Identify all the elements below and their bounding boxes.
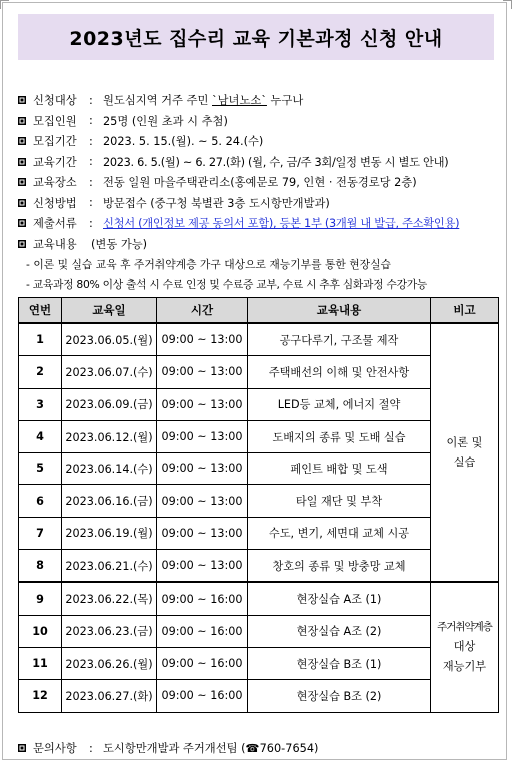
cell-content: 도배지의 종류 및 도배 실습: [248, 420, 431, 452]
table-row: [19, 485, 499, 517]
cell-time: 09:00 ~ 16:00: [157, 615, 248, 647]
info-value: 전동 일원 마을주택관리소(홍예문로 79, 인현 · 전동경로당 2층): [103, 176, 417, 190]
cell-no: 8: [19, 550, 62, 583]
cell-date: 2023.06.21.(수): [62, 550, 157, 583]
square-bullet-icon: [18, 96, 26, 104]
cell-content: 현장실습 A조 (2): [248, 615, 431, 647]
corner-mark-top-left: [0, 0, 9, 9]
cell-time: 09:00 ~ 16:00: [157, 647, 248, 679]
cell-content: LED등 교체, 에너지 절약: [248, 388, 431, 420]
colon-separator: :: [89, 175, 93, 189]
info-row-documents: [18, 213, 503, 234]
info-label: 신청대상: [33, 94, 77, 108]
cell-time: 09:00 ~ 13:00: [157, 388, 248, 420]
colon-separator: :: [89, 134, 93, 148]
cell-note-volunteer: [431, 582, 499, 712]
cell-content: 수도, 변기, 세면대 교체 시공: [248, 517, 431, 549]
cell-time: 09:00 ~ 16:00: [157, 582, 248, 615]
cell-no: 6: [19, 485, 62, 517]
table-row: [19, 582, 499, 615]
cell-time: 09:00 ~ 13:00: [157, 323, 248, 356]
colon-separator: :: [89, 196, 93, 210]
info-value: 2023. 6. 5.(월) ~ 6. 27.(화) (월, 수, 금/주 3회/일정 변동 시 별도 안내): [103, 155, 449, 169]
info-list: [18, 90, 503, 295]
cell-date: 2023.06.26.(월): [62, 647, 157, 679]
note-line: 대상: [453, 640, 476, 654]
info-label: 교육내용: [33, 237, 77, 251]
info-value: (변동 가능): [91, 237, 148, 251]
cell-content: 현장실습 B조 (1): [248, 647, 431, 679]
table-row: [19, 420, 499, 452]
cell-date: 2023.06.14.(수): [62, 453, 157, 485]
cell-no: 1: [19, 323, 62, 356]
info-row-content: [18, 234, 503, 255]
note-line: 실습: [453, 455, 476, 469]
colon-separator: :: [89, 216, 93, 230]
cell-content: 현장실습 B조 (2): [248, 680, 431, 712]
note-line: - 이론 및 실습 교육 후 주거취약계층 가구 대상으로 재능기부를 통한 현장실습: [26, 257, 391, 271]
info-value: 누구나: [266, 94, 304, 108]
table-row: [19, 453, 499, 485]
cell-time: 09:00 ~ 13:00: [157, 517, 248, 549]
cell-content: 타일 재단 및 부착: [248, 485, 431, 517]
title-banner: [18, 14, 494, 60]
cell-date: 2023.06.23.(금): [62, 615, 157, 647]
colon-separator: :: [89, 155, 93, 169]
cell-no: 10: [19, 615, 62, 647]
info-row-recruit-period: [18, 131, 503, 152]
table-row: [19, 680, 499, 712]
info-label: 신청방법: [33, 196, 77, 210]
colon-separator: :: [89, 114, 93, 128]
cell-time: 09:00 ~ 13:00: [157, 485, 248, 517]
colon-separator: :: [89, 93, 93, 107]
cell-date: 2023.06.27.(화): [62, 680, 157, 712]
cell-time: 09:00 ~ 13:00: [157, 356, 248, 388]
table-row: [19, 517, 499, 549]
table-row: [19, 323, 499, 356]
cell-content: 창호의 종류 및 방충망 교체: [248, 550, 431, 583]
cell-time: 09:00 ~ 13:00: [157, 420, 248, 452]
cell-no: 12: [19, 680, 62, 712]
cell-date: 2023.06.12.(월): [62, 420, 157, 452]
header-note: 비고: [431, 298, 499, 324]
info-row-apply-method: [18, 193, 503, 214]
note-line: 주거취약계층: [437, 621, 492, 634]
square-bullet-icon: [18, 219, 26, 227]
info-label: 제출서류: [33, 217, 77, 231]
table-row: [19, 550, 499, 583]
cell-no: 3: [19, 388, 62, 420]
square-bullet-icon: [18, 744, 26, 752]
cell-time: 09:00 ~ 13:00: [157, 453, 248, 485]
cell-time: 09:00 ~ 13:00: [157, 550, 248, 583]
cell-date: 2023.06.07.(수): [62, 356, 157, 388]
cell-date: 2023.06.09.(금): [62, 388, 157, 420]
cell-content: 공구다루기, 구조물 제작: [248, 323, 431, 356]
cell-no: 9: [19, 582, 62, 615]
note-line: - 교육과정 80% 이상 출석 시 수료 인정 및 수료증 교부, 수료 시 추후 심화과정 수강가능: [26, 278, 427, 292]
info-value: 방문접수 (중구청 북별관 3층 도시항만개발과): [103, 196, 330, 210]
contact-row: [18, 740, 318, 756]
header-no: 연번: [19, 298, 62, 324]
header-time: 시간: [157, 298, 248, 324]
square-bullet-icon: [18, 240, 26, 248]
cell-content: 현장실습 A조 (1): [248, 582, 431, 615]
cell-no: 5: [19, 453, 62, 485]
note-line: 재능기부: [442, 660, 487, 674]
info-value: 2023. 5. 15.(월). ~ 5. 24.(수): [103, 135, 264, 149]
info-value: 25명 (인원 초과 시 추첨): [103, 114, 228, 128]
cell-no: 2: [19, 356, 62, 388]
square-bullet-icon: [18, 199, 26, 207]
info-value-highlight: `남녀노소`: [212, 94, 267, 108]
table-row: [19, 647, 499, 679]
cell-no: 7: [19, 517, 62, 549]
colon-separator: :: [89, 741, 93, 755]
page-title: 2023년도 집수리 교육 기본과정 신청 안내: [69, 27, 443, 50]
info-label: 모집인원: [33, 114, 77, 128]
info-label: 교육기간: [33, 155, 77, 169]
square-bullet-icon: [18, 137, 26, 145]
cell-no: 11: [19, 647, 62, 679]
table-row: [19, 615, 499, 647]
cell-no: 4: [19, 420, 62, 452]
cell-note-theory: [431, 323, 499, 582]
table-row: [19, 388, 499, 420]
info-value: 원도심지역 거주 주민: [103, 94, 212, 108]
cell-content: 페인트 배합 및 도색: [248, 453, 431, 485]
contact-value: 도시항만개발과 주거개선팀 (☎760-7654): [103, 742, 319, 755]
cell-content: 주택배선의 이해 및 안전사항: [248, 356, 431, 388]
schedule-table: [18, 297, 499, 713]
documents-link[interactable]: 신청서 (개인정보 제공 동의서 포함), 등본 1부 (3개월 내 발급, 주소확인용): [103, 217, 460, 231]
note-line: 이론 및: [446, 435, 483, 449]
contact-label: 문의사항: [33, 742, 77, 755]
cell-date: 2023.06.16.(금): [62, 485, 157, 517]
square-bullet-icon: [18, 158, 26, 166]
info-row-target: [18, 90, 503, 111]
cell-date: 2023.06.19.(월): [62, 517, 157, 549]
info-row-capacity: [18, 111, 503, 132]
square-bullet-icon: [18, 178, 26, 186]
corner-mark-top-right: [503, 0, 512, 9]
header-date: 교육일: [62, 298, 157, 324]
cell-date: 2023.06.05.(월): [62, 323, 157, 356]
info-row-location: [18, 172, 503, 193]
cell-time: 09:00 ~ 16:00: [157, 680, 248, 712]
header-content: 교육내용: [248, 298, 431, 324]
table-row: [19, 356, 499, 388]
info-label: 교육장소: [33, 176, 77, 190]
cell-date: 2023.06.22.(목): [62, 582, 157, 615]
info-label: 모집기간: [33, 135, 77, 149]
info-row-edu-period: [18, 152, 503, 173]
table-header-row: [19, 298, 499, 324]
square-bullet-icon: [18, 117, 26, 125]
